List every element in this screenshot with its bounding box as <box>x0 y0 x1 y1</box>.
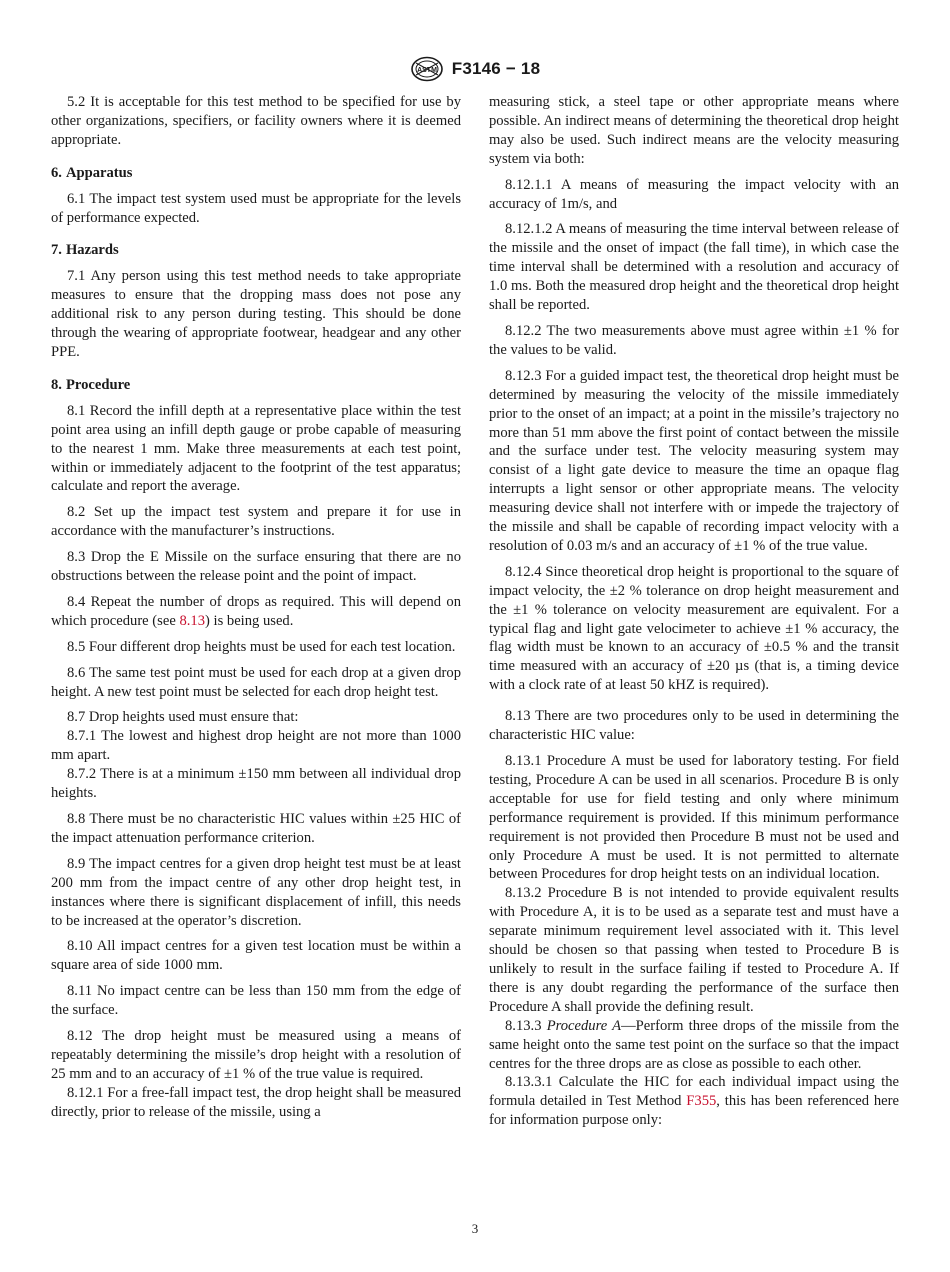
heading-procedure <box>51 376 461 395</box>
logo-text: ASTM <box>416 67 437 74</box>
section-8-12-1-continued: measuring stick, a steel tape or other appropriate means where possible. An indirect means of determining the theoretical drop height may also be used. Such indirect means are the velocity measuring system via both: <box>489 94 899 167</box>
section-8-6: 8.6 The same test point must be used for each drop at a given drop height. A new test point must be selected for each drop height test. <box>51 664 461 700</box>
text-run: ) is being used. <box>205 612 294 629</box>
section-7-1: 7.1 Any person using this test method needs to take appropriate measures to ensure that the dropping mass does not pose any additional risk to any person during testing. This should be done through the wearing of appropriate footwear, headgear and any other PPE. <box>51 268 461 360</box>
section-8-11: 8.11 No impact centre can be less than 150 mm from the edge of the surface. <box>51 983 461 1019</box>
section-8-9: 8.9 The impact centres for a given drop height test must be at least 200 mm from the impact centre of any other drop height test, in instances where there is significant displacement of infill, this needs to be increased at the operator’s discretion. <box>51 855 461 929</box>
section-8-5: 8.5 Four different drop heights must be used for each test location. <box>67 638 456 655</box>
heading-hazards <box>51 241 461 260</box>
heading-number: 6. <box>51 164 62 181</box>
section-8-7: 8.7 Drop heights used must ensure that: <box>67 709 299 726</box>
section-8-7-1: 8.7.1 The lowest and highest drop height are not more than 1000 mm apart. <box>51 728 461 764</box>
section-5-2: 5.2 It is acceptable for this test method to be specified for use by other organizations, specifiers, or facility owners where it is deemed appropriate. <box>51 94 461 148</box>
f355-link[interactable]: F355 <box>686 1093 717 1110</box>
standard-designation: F3146 − 18 <box>451 59 541 78</box>
section-8-10: 8.10 All impact centres for a given test location must be within a square area of side 1000 mm. <box>51 938 461 974</box>
section-6-1: 6.1 The impact test system used must be appropriate for the levels of performance expected. <box>51 190 461 226</box>
section-8-2: 8.2 Set up the impact test system and prepare it for use in accordance with the manufacturer’s instructions. <box>51 504 461 540</box>
procedure-a-title: Procedure A <box>546 1017 622 1034</box>
heading-number: 8. <box>51 376 62 393</box>
right-column <box>489 93 899 1130</box>
section-8-12-4: 8.12.4 Since theoretical drop height is proportional to the square of impact velocity, the ±2 % tolerance on drop height measurement and the ±1 % tolerance on velocity measurement are equivalent. For a typical flag and light gate velocimeter to achieve ±1 % accuracy, the flag width must be known to an accuracy of ±0.5 % and the transit time measured with an accuracy of ±20 µs (that is, a timing device with a clock rate of at least 50 kHZ is required). <box>489 563 899 694</box>
page-number: 3 <box>471 1221 479 1236</box>
heading-apparatus <box>51 164 461 183</box>
section-8-13-3 <box>489 1017 899 1074</box>
left-column <box>51 93 461 1122</box>
section-8-13: 8.13 There are two procedures only to be used in determining the characteristic HIC value: <box>489 708 899 744</box>
section-8-3: 8.3 Drop the E Missile on the surface ensuring that there are no obstructions between the release point and the point of impact. <box>51 549 461 585</box>
section-8-12-1-2: 8.12.1.2 A means of measuring the time interval between release of the missile and the onset of impact (the fall time), in which case the time interval shall be determined with a resolution and accuracy of 1.0 ms. Both the measured drop height and the theoretical drop height shall be reported. <box>489 221 899 314</box>
astm-logo-icon <box>410 56 444 82</box>
section-8-1: 8.1 Record the infill depth at a representative place within the test point area using an infill depth gauge or probe capable of measuring to the nearest 1 mm. Make three measurements at each test point, within or immediately adjacent to the footprint of the test apparatus; calculate and report the average. <box>51 402 461 495</box>
text-run: 8.13.3 <box>505 1017 547 1034</box>
page-header <box>0 56 950 82</box>
heading-number: 7. <box>51 242 62 259</box>
section-8-13-3-1 <box>489 1073 899 1130</box>
text-run: —Perform three drops of the missile from the same height onto the same test point on the surface so that the impact centres for the three drops are as close as possible to each other. <box>489 1017 899 1072</box>
section-8-12-1: 8.12.1 For a free-fall impact test, the drop height shall be measured directly, prior to release of the missile, using a <box>51 1084 461 1120</box>
section-8-12-3: 8.12.3 For a guided impact test, the theoretical drop height must be determined by measuring the velocity of the missile immediately prior to the onset of an impact; at a point in the missile’s trajectory no more than 51 mm above the first point of contact between the missile and the surface under test. The velocity measuring system may consist of a light gate device to measure the time an opaque flag interrupts a light sensor or other appropriate means. The velocity measuring device shall not interfere with or impede the trajectory of the missile and shall be capable of recording impact velocity with a resolution of 0.03 m/s and an accuracy of ±1 % of the true value. <box>489 367 899 554</box>
section-8-13-1: 8.13.1 Procedure A must be used for laboratory testing. For field testing, Procedure A can be used in all scenarios. Procedure B is only acceptable for use for field testing and only where minimum performance requirement is provided. If this minimum performance requirement is not provided then Procedure B must not be used and only Procedure A must be used. It is not permitted to alternate between Procedures for drop height tests on an individual location. <box>489 753 899 883</box>
section-8-12: 8.12 The drop height must be measured using a means of repeatably determining the missile’s drop height with a resolution of 25 mm and to an accuracy of ±1 % of the true value is required. <box>51 1028 461 1082</box>
section-8-13-link[interactable]: 8.13 <box>179 612 205 629</box>
section-8-12-1-1: 8.12.1.1 A means of measuring the impact velocity with an accuracy of 1m/s, and <box>489 176 899 212</box>
section-8-4 <box>51 593 461 631</box>
section-8-7-2: 8.7.2 There is at a minimum ±150 mm between all individual drop heights. <box>51 766 461 802</box>
heading-title: Hazards <box>65 242 119 259</box>
heading-title: Procedure <box>65 376 131 393</box>
section-8-13-2: 8.13.2 Procedure B is not intended to provide equivalent results with Procedure A, it is to be used as a separate test and must have a separate minimum requirement level associated with it. This level should be chosen so that passing when tested to Procedure B is unlikely to result in the surface failing if tested to Procedure A. If there is any doubt regarding the performance of the surface then Procedure A shall provide the defining result. <box>489 885 899 1015</box>
text-run: 8.13.3.1 Calculate the HIC for each individual impact using the formula detailed in Test Method <box>489 1074 899 1110</box>
section-8-12-2: 8.12.2 The two measurements above must agree within ±1 % for the values to be valid. <box>489 322 899 358</box>
heading-title: Apparatus <box>65 164 133 181</box>
text-run: , this has been referenced here for information purpose only: <box>489 1093 899 1129</box>
section-8-8: 8.8 There must be no characteristic HIC values within ±25 HIC of the impact attenuation performance criterion. <box>51 811 461 846</box>
text-run: 8.4 Repeat the number of drops as required. This will depend on which procedure (see <box>51 593 461 629</box>
